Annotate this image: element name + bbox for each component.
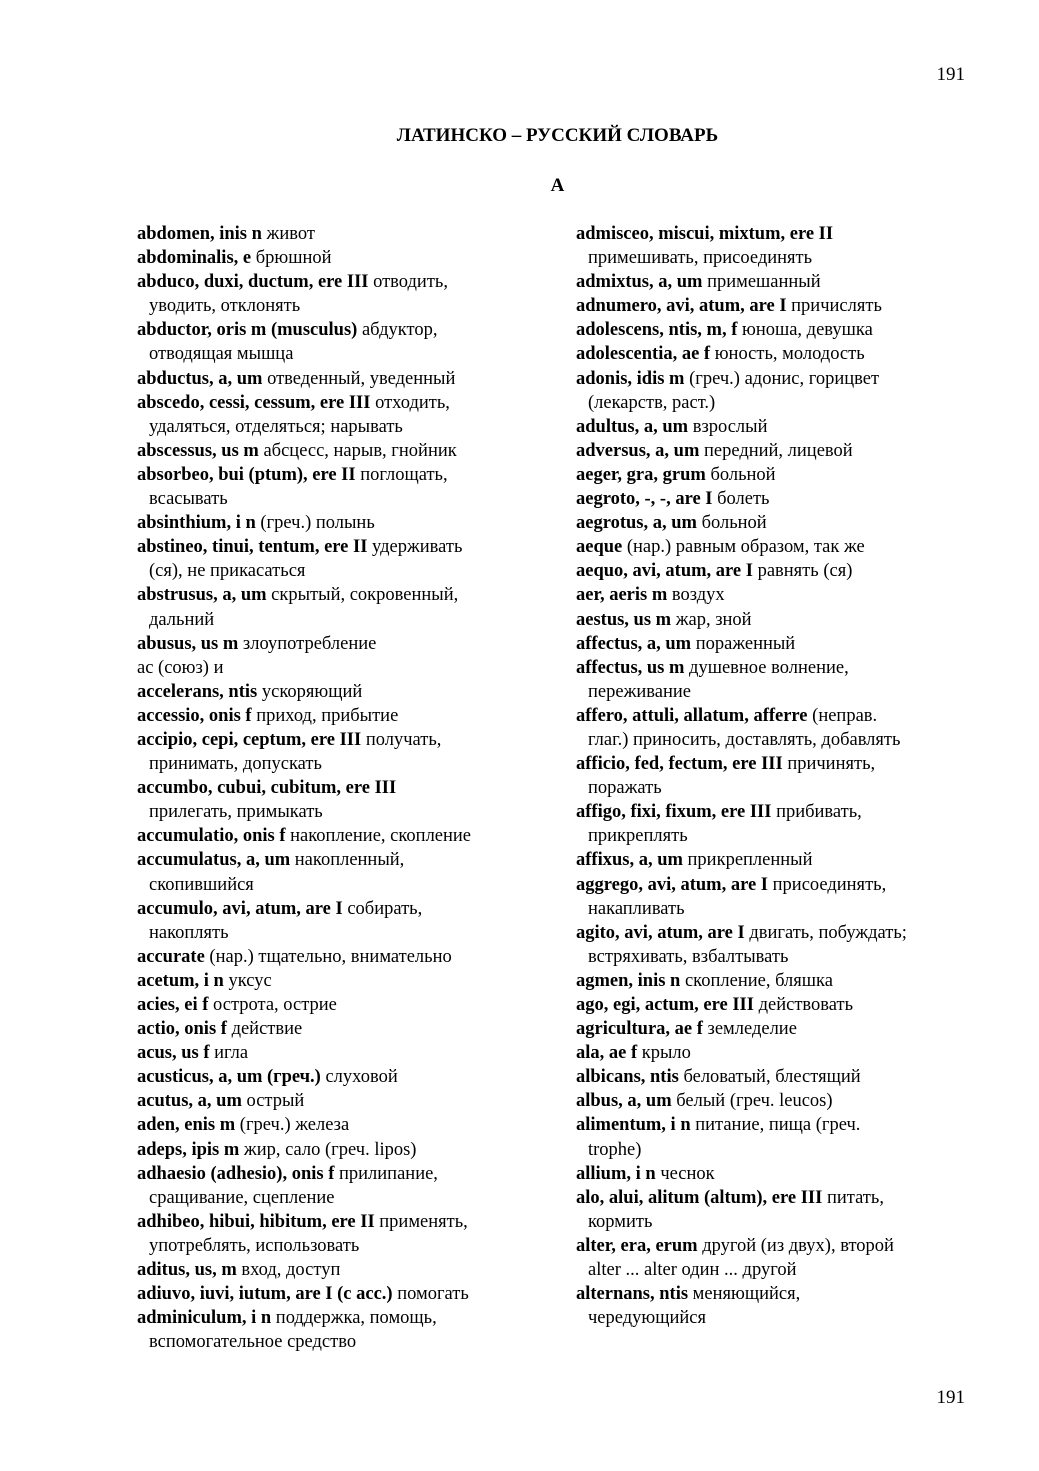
entry-headword: albus, a, um xyxy=(576,1091,672,1112)
entry-translation: (неправ. глаг.) приносить, доставлять, добавлять xyxy=(588,705,901,750)
entry-translation: примешивать, присоединять xyxy=(588,248,813,269)
entry-headword: aggrego, avi, atum, are I xyxy=(576,874,769,895)
entry-headword: adonis, idis m xyxy=(576,368,685,389)
entry-headword: aestus, us m xyxy=(576,609,672,630)
section-letter: А xyxy=(550,175,565,196)
entry-translation: отведенный, уведенный xyxy=(262,368,456,389)
entry-translation: игла xyxy=(209,1043,249,1064)
page-number-bottom: 191 xyxy=(936,1387,965,1408)
entry-headword: accelerans, ntis xyxy=(137,681,258,702)
dictionary-entry xyxy=(576,969,968,993)
entry-headword: accurate xyxy=(137,946,205,967)
entry-translation: равнять (ся) xyxy=(752,561,853,582)
entry-translation: накопленный, скопившийся xyxy=(149,850,405,895)
dictionary-entry xyxy=(137,728,529,776)
entry-headword: alo, alui, alitum (altum), ere III xyxy=(576,1187,823,1208)
dictionary-entry xyxy=(137,824,529,848)
entry-translation: причинять, поражать xyxy=(588,754,876,799)
dictionary-entry xyxy=(137,318,529,366)
dictionary-entry xyxy=(137,511,529,535)
dictionary-entry xyxy=(576,415,968,439)
entry-headword: abscessus, us m xyxy=(137,440,259,461)
entry-headword: affero, attuli, allatum, afferre xyxy=(576,705,808,726)
entry-headword: accumulo, avi, atum, are I xyxy=(137,898,343,919)
dictionary-entry xyxy=(576,318,968,342)
dictionary-entry xyxy=(576,342,968,366)
entry-headword: absorbeo, bui (ptum), ere II xyxy=(137,464,356,485)
entry-headword: adhibeo, hibui, hibitum, ere II xyxy=(137,1211,375,1232)
entry-headword: accessio, onis f xyxy=(137,705,252,726)
dictionary-entry xyxy=(576,1234,968,1282)
entry-headword: adiuvo, iuvi, iutum, are I (с acc.) xyxy=(137,1284,393,1305)
entry-headword: abstineo, tinui, tentum, ere II xyxy=(137,537,368,558)
entry-translation: примешанный xyxy=(702,272,821,293)
entry-headword: aer, aeris m xyxy=(576,585,668,606)
entry-headword: admixtus, a, um xyxy=(576,272,703,293)
entry-headword: adhaesio (adhesio), onis f xyxy=(137,1163,335,1184)
dictionary-title: ЛАТИНСКО – РУССКИЙ СЛОВАРЬ xyxy=(396,125,719,146)
dictionary-entry xyxy=(576,632,968,656)
entry-translation: болеть xyxy=(712,489,770,510)
entry-translation: беловатый, блестящий xyxy=(678,1067,861,1088)
dictionary-entry xyxy=(576,921,968,969)
dictionary-entry xyxy=(137,439,529,463)
entry-headword: abdomen, inis n xyxy=(137,224,262,244)
entry-headword: adversus, a, um xyxy=(576,440,700,461)
entry-translation: слуховой xyxy=(320,1067,398,1088)
entry-translation: земледелие xyxy=(702,1019,797,1040)
entry-translation: действовать xyxy=(753,995,854,1015)
entry-translation: (греч.) железа xyxy=(235,1115,350,1136)
entry-headword: adeps, ipis m xyxy=(137,1139,240,1160)
dictionary-entry xyxy=(137,993,529,1017)
dictionary-entry xyxy=(137,246,529,270)
entry-headword: agricultura, ae f xyxy=(576,1019,703,1040)
entry-headword: agmen, inis n xyxy=(576,970,681,991)
entry-translation: собирать, накоплять xyxy=(149,898,423,943)
dictionary-entry xyxy=(576,1162,968,1186)
entry-translation: поддержка, помощь, вспомогательное средство xyxy=(149,1308,437,1353)
entry-headword: abusus, us m xyxy=(137,633,239,654)
dictionary-entry xyxy=(137,656,529,680)
entry-headword: admisceo, miscui, mixtum, ere II xyxy=(576,224,834,244)
entry-translation: взрослый xyxy=(688,416,768,437)
dictionary-entry xyxy=(576,993,968,1017)
entry-translation: воздух xyxy=(667,585,725,606)
entry-headword: aeque xyxy=(576,537,623,558)
entry-headword: adnumero, avi, atum, are I xyxy=(576,296,787,317)
entry-translation: причислять xyxy=(786,296,882,317)
entry-translation: прибивать, прикреплять xyxy=(588,802,862,847)
entry-headword: abdominalis, e xyxy=(137,248,252,269)
entry-headword: accumbo, cubui, cubitum, ere III xyxy=(137,778,397,799)
entry-headword: accipio, cepi, ceptum, ere III xyxy=(137,729,362,750)
entry-headword: adolescentia, ae f xyxy=(576,344,711,365)
dictionary-entry xyxy=(576,1041,968,1065)
entry-translation: питание, пища (греч. trophe) xyxy=(588,1115,861,1160)
entry-headword: adolescens, ntis, m, f xyxy=(576,320,738,341)
entry-translation: жир, сало (греч. lipos) xyxy=(239,1139,417,1160)
entry-translation: накопление, скопление xyxy=(285,826,472,847)
entry-headword: albicans, ntis xyxy=(576,1067,679,1088)
entry-translation: поглощать, всасывать xyxy=(149,464,448,510)
dictionary-entry xyxy=(137,848,529,896)
entry-translation: пораженный xyxy=(691,633,796,654)
entry-headword: acetum, i n xyxy=(137,970,224,991)
entry-translation: острота, острие xyxy=(208,995,337,1015)
dictionary-entry xyxy=(137,1162,529,1210)
dictionary-entry xyxy=(137,583,529,631)
entry-headword: acutus, a, um xyxy=(137,1091,242,1112)
entry-translation: уксус xyxy=(223,970,272,991)
dictionary-entry xyxy=(576,848,968,872)
dictionary-entry xyxy=(137,391,529,439)
dictionary-entry xyxy=(137,776,529,824)
entry-headword: alimentum, i n xyxy=(576,1115,691,1136)
entry-translation: (нар.) равным образом, так же xyxy=(622,537,865,558)
dictionary-entry xyxy=(576,1282,968,1330)
entry-translation: жар, зной xyxy=(671,609,752,630)
dictionary-entry xyxy=(576,511,968,535)
dictionary-entry xyxy=(576,294,968,318)
dictionary-entry xyxy=(576,873,968,921)
entry-headword: alter, era, erum xyxy=(576,1235,698,1256)
entry-translation: прилипание, сращивание, сцепление xyxy=(149,1163,438,1208)
right-column xyxy=(576,222,968,1330)
dictionary-entry xyxy=(137,1258,529,1282)
entry-headword: ala, ae f xyxy=(576,1043,638,1064)
entry-headword: affixus, a, um xyxy=(576,850,683,871)
dictionary-entry xyxy=(137,1282,529,1306)
entry-translation: питать, кормить xyxy=(588,1187,884,1232)
entry-translation: получать, принимать, допускать xyxy=(149,729,442,775)
entry-translation: крыло xyxy=(637,1043,691,1064)
entry-translation: душевное волнение, переживание xyxy=(588,657,849,702)
dictionary-entry xyxy=(576,222,968,270)
entry-headword: acies, ei f xyxy=(137,995,209,1015)
dictionary-entry xyxy=(576,535,968,559)
dictionary-entry xyxy=(137,1017,529,1041)
entry-headword: aegrotus, a, um xyxy=(576,513,697,534)
dictionary-entry xyxy=(137,222,529,246)
dictionary-entry xyxy=(137,270,529,318)
dictionary-entry xyxy=(576,367,968,415)
dictionary-entry xyxy=(576,463,968,487)
left-column xyxy=(137,222,529,1354)
entry-translation: действие xyxy=(226,1019,303,1040)
entry-headword: aditus, us, m xyxy=(137,1260,237,1281)
dictionary-entry xyxy=(576,270,968,294)
entry-headword: aequo, avi, atum, are I xyxy=(576,561,753,582)
entry-headword: abductor, oris m (musculus) xyxy=(137,320,358,341)
dictionary-entry xyxy=(137,367,529,391)
dictionary-entry xyxy=(576,583,968,607)
dictionary-entry xyxy=(137,1113,529,1137)
entry-headword: aden, enis m xyxy=(137,1115,236,1136)
dictionary-entry xyxy=(576,608,968,632)
entry-translation: отходить, удаляться, отделяться; нарывать xyxy=(149,392,450,437)
entry-headword: affectus, a, um xyxy=(576,633,692,654)
dictionary-entry xyxy=(137,897,529,945)
entry-headword: acusticus, a, um (греч.) xyxy=(137,1067,321,1088)
entry-translation: (греч.) полынь xyxy=(255,513,375,534)
entry-headword: allium, i n xyxy=(576,1163,656,1184)
dictionary-entry xyxy=(576,1113,968,1161)
entry-headword: accumulatus, a, um xyxy=(137,850,291,871)
entry-translation: прикрепленный xyxy=(682,850,813,871)
entry-headword: affectus, us m xyxy=(576,657,685,678)
entry-translation: абсцесс, нарыв, гнойник xyxy=(258,440,457,461)
dictionary-entry xyxy=(137,1306,529,1354)
dictionary-entry xyxy=(137,535,529,583)
dictionary-entry xyxy=(576,439,968,463)
entry-translation: помогать xyxy=(392,1284,469,1305)
entry-headword: alternans, ntis xyxy=(576,1284,689,1305)
entry-headword: abductus, a, um xyxy=(137,368,263,389)
entry-headword: ago, egi, actum, ere III xyxy=(576,995,754,1015)
dictionary-entry xyxy=(137,1089,529,1113)
dictionary-entry xyxy=(576,487,968,511)
dictionary-entry xyxy=(576,800,968,848)
entry-translation: (греч.) адонис, горицвет (лекарств, раст.) xyxy=(588,368,880,413)
entry-translation: больной xyxy=(705,464,776,485)
entry-translation: скрытый, сокровенный, дальний xyxy=(149,585,459,630)
dictionary-entry xyxy=(576,559,968,583)
dictionary-entry xyxy=(137,704,529,728)
entry-translation: ускоряющий xyxy=(257,681,363,702)
entry-headword: abduco, duxi, ductum, ere III xyxy=(137,272,369,293)
entry-headword: afficio, fed, fectum, ere III xyxy=(576,754,783,775)
entry-translation: брюшной xyxy=(251,248,332,269)
entry-translation: злоупотребление xyxy=(238,633,377,654)
entry-translation: чеснок xyxy=(655,1163,715,1184)
dictionary-entry xyxy=(137,1065,529,1089)
entry-headword: aegroto, -, -, are I xyxy=(576,489,713,510)
entry-translation: двигать, побуждать; встряхивать, взбалтывать xyxy=(588,922,907,967)
entry-translation: больной xyxy=(696,513,767,534)
dictionary-entry xyxy=(137,463,529,511)
entry-translation: ас (союз) и xyxy=(137,657,224,678)
dictionary-entry xyxy=(576,1017,968,1041)
entry-translation: отводить, уводить, отклонять xyxy=(149,272,448,317)
entry-translation: меняющийся, чередующийся xyxy=(588,1284,801,1329)
dictionary-entry xyxy=(576,752,968,800)
entry-headword: actio, onis f xyxy=(137,1019,227,1040)
page-number-top: 191 xyxy=(936,64,965,85)
dictionary-entry xyxy=(137,945,529,969)
dictionary-entry xyxy=(576,1186,968,1234)
dictionary-entry xyxy=(137,680,529,704)
entry-translation: скопление, бляшка xyxy=(680,970,833,991)
entry-headword: abscedo, cessi, cessum, ere III xyxy=(137,392,371,413)
entry-translation: абдуктор, отводящая мышца xyxy=(149,320,438,365)
entry-headword: adminiculum, i n xyxy=(137,1308,272,1329)
entry-translation: острый xyxy=(241,1091,305,1112)
dictionary-entry xyxy=(137,1138,529,1162)
entry-headword: absinthium, i n xyxy=(137,513,256,534)
entry-translation: приход, прибытие xyxy=(251,705,399,726)
dictionary-entry xyxy=(576,1089,968,1113)
entry-translation: юность, молодость xyxy=(710,344,865,365)
entry-translation: живот xyxy=(261,224,315,244)
entry-headword: acus, us f xyxy=(137,1043,210,1064)
entry-headword: accumulatio, onis f xyxy=(137,826,286,847)
entry-headword: agito, avi, atum, are I xyxy=(576,922,745,943)
entry-translation: юноша, девушка xyxy=(737,320,873,341)
entry-translation: белый (греч. leucos) xyxy=(671,1091,833,1112)
entry-translation: прилегать, примыкать xyxy=(149,802,323,823)
entry-headword: adultus, a, um xyxy=(576,416,689,437)
entry-translation: присоединять, накапливать xyxy=(588,874,887,919)
entry-headword: abstrusus, a, um xyxy=(137,585,267,606)
entry-translation: вход, доступ xyxy=(236,1260,341,1281)
entry-translation: применять, употреблять, использовать xyxy=(149,1211,468,1256)
dictionary-entry xyxy=(137,969,529,993)
dictionary-entry xyxy=(576,656,968,704)
entry-translation: (нар.) тщательно, внимательно xyxy=(204,946,452,967)
entry-translation: удерживать (ся), не прикасаться xyxy=(149,537,463,582)
dictionary-entry xyxy=(576,704,968,752)
entry-translation: другой (из двух), второй alter ... alter один ... другой xyxy=(588,1235,894,1281)
entry-headword: affigo, fixi, fixum, ere III xyxy=(576,802,772,823)
entry-translation: передний, лицевой xyxy=(699,440,853,461)
dictionary-entry xyxy=(137,1041,529,1065)
entry-headword: aeger, gra, grum xyxy=(576,464,706,485)
dictionary-entry xyxy=(137,1210,529,1258)
dictionary-entry xyxy=(576,1065,968,1089)
dictionary-entry xyxy=(137,632,529,656)
